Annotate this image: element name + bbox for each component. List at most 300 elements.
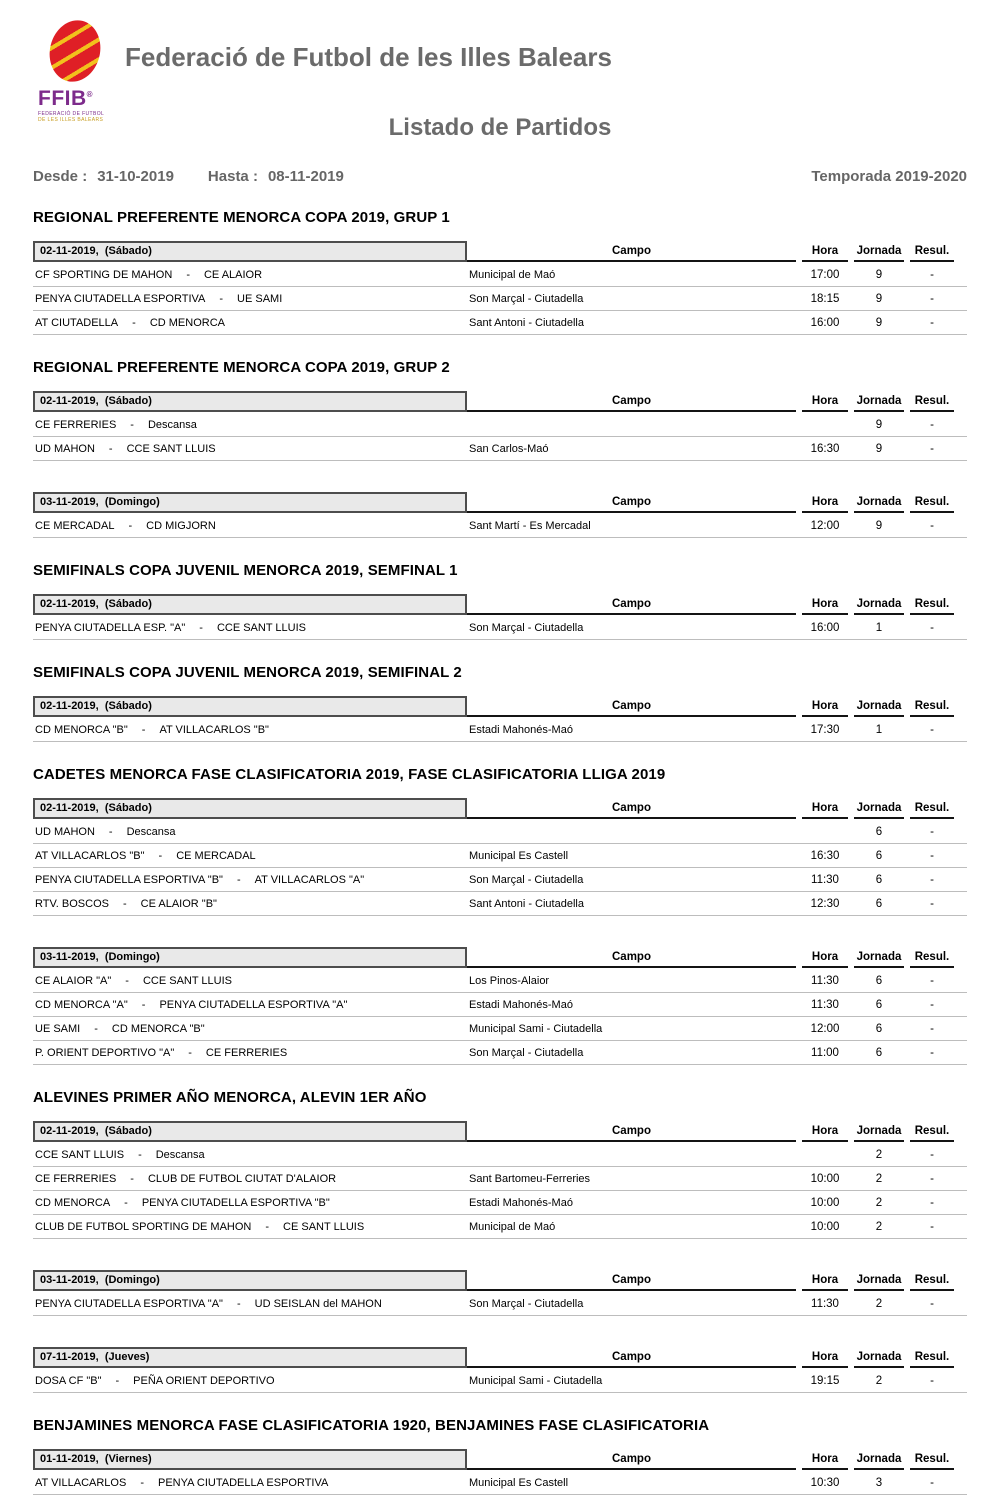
match-row xyxy=(33,437,967,461)
registered-mark: ® xyxy=(86,90,94,99)
hora-cell: 10:30 xyxy=(810,1476,840,1489)
match-table xyxy=(33,388,967,461)
match-row xyxy=(33,868,967,892)
campo-cell: Municipal Es Castell xyxy=(469,849,569,862)
away-team: Descansa xyxy=(147,418,197,431)
team-separator: - xyxy=(138,1148,142,1161)
ffib-ball-icon xyxy=(43,15,107,87)
away-team: CLUB DE FUTBOL CIUTAT D'ALAIOR xyxy=(147,1172,337,1185)
home-team: AT VILLACARLOS xyxy=(35,1476,127,1489)
jornada-column-header: Jornada xyxy=(854,802,904,819)
resul-cell: - xyxy=(930,1172,934,1185)
team-separator: - xyxy=(186,268,190,281)
jornada-cell: 9 xyxy=(875,268,883,281)
date-header-box: 02-11-2019, (Sábado) xyxy=(33,241,467,262)
hora-cell: 19:15 xyxy=(810,1374,840,1387)
home-team: UD MAHON xyxy=(35,442,95,455)
home-team: UE SAMI xyxy=(35,1022,81,1035)
campo-column-header: Campo xyxy=(467,496,796,513)
hora-cell: 16:00 xyxy=(810,316,840,329)
match-teams-cell xyxy=(33,269,467,281)
date-header-cell xyxy=(33,1121,467,1142)
date-header-box: 03-11-2019, (Domingo) xyxy=(33,947,467,968)
away-team: PENYA CIUTADELLA ESPORTIVA "A" xyxy=(159,998,348,1011)
match-row xyxy=(33,844,967,868)
date-header-cell xyxy=(33,241,467,262)
resul-column-header: Resul. xyxy=(910,598,954,615)
campo-cell: Sant Martí - Es Mercadal xyxy=(469,519,591,532)
match-table xyxy=(33,944,967,1065)
resul-cell: - xyxy=(930,974,934,987)
hora-cell: 11:30 xyxy=(811,998,839,1011)
match-table xyxy=(33,1446,967,1495)
team-separator: - xyxy=(125,974,129,987)
home-team: CD MENORCA xyxy=(35,1196,111,1209)
jornada-column-header: Jornada xyxy=(854,395,904,412)
hora-column-header: Hora xyxy=(802,1351,848,1368)
date-header-box: 02-11-2019, (Sábado) xyxy=(33,594,467,615)
table-header-row xyxy=(33,693,967,717)
hora-column-header: Hora xyxy=(802,245,848,262)
team-separator: - xyxy=(128,519,133,532)
away-team: CD MENORCA xyxy=(149,316,225,329)
match-row xyxy=(33,263,967,287)
home-team: UD MAHON xyxy=(35,825,95,838)
resul-cell: - xyxy=(930,1196,934,1209)
campo-cell: Municipal Sami - Ciutadella xyxy=(469,1022,603,1035)
section-title: REGIONAL PREFERENTE MENORCA COPA 2019, GRUP 2 xyxy=(33,359,450,376)
hora-column-header: Hora xyxy=(802,598,848,615)
team-separator: - xyxy=(141,723,146,736)
resul-column-header: Resul. xyxy=(910,951,954,968)
match-teams-cell xyxy=(33,520,467,532)
resul-cell: - xyxy=(930,723,934,736)
sections-container xyxy=(0,209,1000,1495)
logo-acronym xyxy=(38,85,148,109)
away-team: PENYA CIUTADELLA ESPORTIVA xyxy=(157,1476,329,1489)
campo-column-header: Campo xyxy=(467,395,796,412)
home-team: CCE SANT LLUIS xyxy=(35,1148,125,1161)
section-title: REGIONAL PREFERENTE MENORCA COPA 2019, GRUP 1 xyxy=(33,209,450,226)
jornada-cell: 6 xyxy=(875,825,883,838)
campo-cell: Estadi Mahonés-Maó xyxy=(469,998,573,1011)
home-team: CE FERRERIES xyxy=(35,418,117,431)
competition-section xyxy=(0,359,1000,538)
hora-cell: 11:30 xyxy=(811,974,839,987)
team-separator: - xyxy=(122,897,127,910)
hora-column-header: Hora xyxy=(802,802,848,819)
match-table xyxy=(33,1344,967,1393)
away-team: Descansa xyxy=(155,1148,205,1161)
hasta-label: Hasta : xyxy=(207,168,258,185)
match-row xyxy=(33,1471,967,1495)
team-separator: - xyxy=(130,418,134,431)
hora-column-header: Hora xyxy=(802,395,848,412)
jornada-cell: 2 xyxy=(875,1196,883,1209)
hora-cell: 12:30 xyxy=(810,897,840,910)
match-teams-cell xyxy=(33,826,467,838)
brand-header xyxy=(0,0,1000,123)
team-separator: - xyxy=(199,621,203,634)
hora-cell: 16:30 xyxy=(810,849,840,862)
match-row xyxy=(33,969,967,993)
resul-cell: - xyxy=(930,316,934,329)
away-team: UD SEISLAN del MAHON xyxy=(254,1297,382,1310)
table-header-row xyxy=(33,1118,967,1142)
competition-section xyxy=(0,1417,1000,1495)
date-header-box: 02-11-2019, (Sábado) xyxy=(33,391,467,412)
match-teams-cell xyxy=(33,874,467,886)
match-row xyxy=(33,1292,967,1316)
table-header-row xyxy=(33,238,967,262)
hora-cell: 12:00 xyxy=(810,1022,840,1035)
date-header-cell xyxy=(33,947,467,968)
campo-cell: Sant Antoni - Ciutadella xyxy=(469,897,584,910)
hora-cell: 18:15 xyxy=(810,292,840,305)
hora-column-header: Hora xyxy=(802,951,848,968)
resul-cell: - xyxy=(930,1476,934,1489)
section-title: CADETES MENORCA FASE CLASIFICATORIA 2019, FASE CLASIFICATORIA LLIGA 2019 xyxy=(33,766,666,783)
team-separator: - xyxy=(132,316,136,329)
away-team: CE SANT LLUIS xyxy=(283,1220,365,1233)
match-row xyxy=(33,993,967,1017)
match-table xyxy=(33,1118,967,1239)
campo-cell: Municipal Sami - Ciutadella xyxy=(469,1374,603,1387)
away-team: CCE SANT LLUIS xyxy=(142,974,233,987)
match-row xyxy=(33,287,967,311)
hora-cell: 10:00 xyxy=(810,1172,840,1185)
match-teams-cell xyxy=(33,419,467,431)
hora-column-header: Hora xyxy=(802,496,848,513)
jornada-column-header: Jornada xyxy=(854,951,904,968)
table-header-row xyxy=(33,489,967,513)
logo-subline-2: DE LES ILLES BALEARS xyxy=(38,117,104,123)
match-row xyxy=(33,1191,967,1215)
jornada-column-header: Jornada xyxy=(854,598,904,615)
home-team: PENYA CIUTADELLA ESPORTIVA "A" xyxy=(35,1297,223,1310)
away-team: CD MENORCA "B" xyxy=(111,1022,205,1035)
match-row xyxy=(33,616,967,640)
match-teams-cell xyxy=(33,999,467,1011)
away-team: CCE SANT LLUIS xyxy=(126,442,216,455)
jornada-column-header: Jornada xyxy=(854,1274,904,1291)
match-table xyxy=(33,693,967,742)
date-header-cell xyxy=(33,798,467,819)
resul-column-header: Resul. xyxy=(910,1351,954,1368)
jornada-cell: 9 xyxy=(875,292,883,305)
table-header-row xyxy=(33,591,967,615)
hora-column-header: Hora xyxy=(802,700,848,717)
jornada-cell: 6 xyxy=(875,873,883,886)
competition-section xyxy=(0,562,1000,640)
team-separator: - xyxy=(219,292,224,305)
away-team: CE ALAIOR "B" xyxy=(140,897,217,910)
away-team: PENYA CIUTADELLA ESPORTIVA "B" xyxy=(141,1196,330,1209)
match-row xyxy=(33,718,967,742)
team-separator: - xyxy=(188,1046,192,1059)
match-row xyxy=(33,1017,967,1041)
hora-cell: 10:00 xyxy=(810,1220,840,1233)
campo-cell: Son Marçal - Ciutadella xyxy=(469,873,584,886)
home-team: PENYA CIUTADELLA ESPORTIVA "B" xyxy=(35,873,223,886)
jornada-column-header: Jornada xyxy=(854,1125,904,1142)
away-team: CE ALAIOR xyxy=(203,268,263,281)
home-team: CF SPORTING DE MAHON xyxy=(35,268,173,281)
campo-cell: Estadi Mahonés-Maó xyxy=(469,723,573,736)
match-row xyxy=(33,892,967,916)
jornada-column-header: Jornada xyxy=(854,1453,904,1470)
match-table xyxy=(33,238,967,335)
resul-column-header: Resul. xyxy=(910,245,954,262)
campo-cell: Son Marçal - Ciutadella xyxy=(469,1297,584,1310)
match-row xyxy=(33,1167,967,1191)
hora-column-header: Hora xyxy=(802,1274,848,1291)
campo-column-header: Campo xyxy=(467,1351,796,1368)
competition-section xyxy=(0,1089,1000,1393)
jornada-cell: 9 xyxy=(875,519,883,532)
jornada-cell: 6 xyxy=(875,1022,883,1035)
home-team: CE FERRERIES xyxy=(35,1172,117,1185)
jornada-cell: 2 xyxy=(875,1374,883,1387)
team-separator: - xyxy=(158,849,163,862)
resul-cell: - xyxy=(930,897,934,910)
section-title: SEMIFINALS COPA JUVENIL MENORCA 2019, SEMFINAL 1 xyxy=(33,562,458,579)
away-team: AT VILLACARLOS "B" xyxy=(159,723,269,736)
team-separator: - xyxy=(130,1172,134,1185)
date-header-cell xyxy=(33,1270,467,1291)
jornada-cell: 1 xyxy=(875,723,883,736)
resul-cell: - xyxy=(930,1148,934,1161)
hora-cell: 17:00 xyxy=(810,268,840,281)
match-teams-cell xyxy=(33,898,467,910)
resul-column-header: Resul. xyxy=(910,802,954,819)
match-teams-cell xyxy=(33,317,467,329)
resul-column-header: Resul. xyxy=(910,395,954,412)
hora-cell: 16:30 xyxy=(810,442,840,455)
campo-column-header: Campo xyxy=(467,1125,796,1142)
match-teams-cell xyxy=(33,1197,467,1209)
desde-value: 31-10-2019 xyxy=(97,168,174,185)
match-teams-cell xyxy=(33,850,467,862)
campo-cell: Los Pinos-Alaior xyxy=(469,974,550,987)
resul-cell: - xyxy=(930,442,934,455)
date-header-cell xyxy=(33,696,467,717)
campo-cell: Sant Antoni - Ciutadella xyxy=(469,316,584,329)
table-header-row xyxy=(33,388,967,412)
campo-column-header: Campo xyxy=(467,700,796,717)
resul-cell: - xyxy=(930,1046,934,1059)
match-table xyxy=(33,795,967,916)
jornada-column-header: Jornada xyxy=(854,496,904,513)
jornada-cell: 2 xyxy=(875,1297,883,1310)
table-header-row xyxy=(33,1344,967,1368)
competition-section xyxy=(0,766,1000,1065)
campo-column-header: Campo xyxy=(467,802,796,819)
resul-cell: - xyxy=(930,519,934,532)
away-team: CD MIGJORN xyxy=(146,519,216,532)
match-table xyxy=(33,591,967,640)
date-header-box: 03-11-2019, (Domingo) xyxy=(33,492,467,513)
jornada-cell: 9 xyxy=(875,418,883,431)
team-separator: - xyxy=(94,1022,98,1035)
logo-subline-1: FEDERACIÓ DE FUTBOL xyxy=(38,111,105,117)
team-separator: - xyxy=(236,873,241,886)
match-row xyxy=(33,514,967,538)
campo-cell: Sant Bartomeu-Ferreries xyxy=(469,1172,591,1185)
hora-column-header: Hora xyxy=(802,1125,848,1142)
jornada-column-header: Jornada xyxy=(854,245,904,262)
away-team: UE SAMI xyxy=(237,292,283,305)
campo-cell: Son Marçal - Ciutadella xyxy=(469,621,584,634)
hora-column-header: Hora xyxy=(802,1453,848,1470)
team-separator: - xyxy=(236,1297,241,1310)
away-team: AT VILLACARLOS "A" xyxy=(254,873,365,886)
hora-cell: 11:30 xyxy=(811,1297,839,1310)
match-teams-cell xyxy=(33,293,467,305)
team-separator: - xyxy=(124,1196,128,1209)
home-team: CE MERCADAL xyxy=(35,519,115,532)
team-separator: - xyxy=(265,1220,270,1233)
match-teams-cell xyxy=(33,443,467,455)
match-table xyxy=(33,1267,967,1316)
away-team: PEÑA ORIENT DEPORTIVO xyxy=(133,1374,275,1387)
date-header-box: 02-11-2019, (Sábado) xyxy=(33,696,467,717)
jornada-cell: 3 xyxy=(875,1476,883,1489)
desde-label: Desde : xyxy=(33,168,88,185)
campo-column-header: Campo xyxy=(467,598,796,615)
match-table xyxy=(33,489,967,538)
resul-column-header: Resul. xyxy=(910,1453,954,1470)
hora-cell: 17:30 xyxy=(810,723,840,736)
away-team: CE FERRERIES xyxy=(205,1046,288,1059)
match-row xyxy=(33,1143,967,1167)
date-header-box: 01-11-2019, (Viernes) xyxy=(33,1449,467,1470)
match-row xyxy=(33,311,967,335)
match-teams-cell xyxy=(33,724,467,736)
home-team: CLUB DE FUTBOL SPORTING DE MAHON xyxy=(35,1220,252,1233)
date-header-box: 02-11-2019, (Sábado) xyxy=(33,798,467,819)
resul-cell: - xyxy=(930,998,934,1011)
date-header-cell xyxy=(33,1449,467,1470)
date-header-cell xyxy=(33,492,467,513)
away-team: CE MERCADAL xyxy=(176,849,256,862)
match-row xyxy=(33,1215,967,1239)
home-team: CD MENORCA "B" xyxy=(35,723,128,736)
match-teams-cell xyxy=(33,622,467,634)
team-separator: - xyxy=(115,1374,120,1387)
campo-cell: San Carlos-Maó xyxy=(469,442,549,455)
match-teams-cell xyxy=(33,975,467,987)
home-team: DOSA CF "B" xyxy=(35,1374,102,1387)
section-title: BENJAMINES MENORCA FASE CLASIFICATORIA 1920, BENJAMINES FASE CLASIFICATORIA xyxy=(33,1417,710,1434)
match-teams-cell xyxy=(33,1298,467,1310)
jornada-cell: 2 xyxy=(875,1172,883,1185)
jornada-cell: 2 xyxy=(875,1148,883,1161)
org-title: Federació de Futbol de les Illes Balears xyxy=(125,42,612,72)
date-header-box: 07-11-2019, (Jueves) xyxy=(33,1347,467,1368)
campo-cell: Municipal de Maó xyxy=(469,1220,556,1233)
page-title: Listado de Partidos xyxy=(388,114,612,141)
competition-section xyxy=(0,664,1000,742)
temporada-label: Temporada 2019-2020 xyxy=(811,168,967,185)
match-row xyxy=(33,1041,967,1065)
home-team: PENYA CIUTADELLA ESPORTIVA xyxy=(35,292,206,305)
table-header-row xyxy=(33,1267,967,1291)
date-header-box: 02-11-2019, (Sábado) xyxy=(33,1121,467,1142)
date-range xyxy=(33,168,344,185)
hasta-value: 08-11-2019 xyxy=(267,168,344,185)
match-teams-cell xyxy=(33,1173,467,1185)
date-header-cell xyxy=(33,1347,467,1368)
campo-cell: Son Marçal - Ciutadella xyxy=(469,1046,584,1059)
table-header-row xyxy=(33,795,967,819)
jornada-column-header: Jornada xyxy=(854,700,904,717)
match-teams-cell xyxy=(33,1149,467,1161)
jornada-cell: 6 xyxy=(875,998,883,1011)
jornada-cell: 6 xyxy=(875,849,883,862)
away-team: CCE SANT LLUIS xyxy=(216,621,306,634)
team-separator: - xyxy=(108,442,113,455)
date-header-box: 03-11-2019, (Domingo) xyxy=(33,1270,467,1291)
home-team: PENYA CIUTADELLA ESP. "A" xyxy=(35,621,186,634)
campo-column-header: Campo xyxy=(467,951,796,968)
resul-cell: - xyxy=(930,1297,934,1310)
campo-column-header: Campo xyxy=(467,245,796,262)
table-header-row xyxy=(33,1446,967,1470)
resul-cell: - xyxy=(930,418,934,431)
home-team: P. ORIENT DEPORTIVO "A" xyxy=(35,1046,175,1059)
resul-column-header: Resul. xyxy=(910,496,954,513)
team-separator: - xyxy=(141,998,146,1011)
section-title: SEMIFINALS COPA JUVENIL MENORCA 2019, SEMIFINAL 2 xyxy=(33,664,462,681)
jornada-cell: 6 xyxy=(875,1046,883,1059)
campo-column-header: Campo xyxy=(467,1274,796,1291)
resul-column-header: Resul. xyxy=(910,700,954,717)
resul-cell: - xyxy=(930,268,934,281)
section-title: ALEVINES PRIMER AÑO MENORCA, ALEVIN 1ER AÑO xyxy=(33,1089,427,1106)
jornada-cell: 6 xyxy=(875,974,883,987)
hora-cell: 16:00 xyxy=(810,621,840,634)
hora-cell: 11:00 xyxy=(811,1046,839,1059)
resul-cell: - xyxy=(930,621,934,634)
resul-column-header: Resul. xyxy=(910,1274,954,1291)
logo-acronym-text: FFIB xyxy=(38,87,87,110)
table-header-row xyxy=(33,944,967,968)
resul-cell: - xyxy=(930,1022,934,1035)
home-team: CE ALAIOR "A" xyxy=(35,974,112,987)
home-team: CD MENORCA "A" xyxy=(35,998,128,1011)
date-header-cell xyxy=(33,391,467,412)
resul-cell: - xyxy=(930,292,934,305)
match-teams-cell xyxy=(33,1477,467,1489)
campo-cell: Municipal de Maó xyxy=(469,268,556,281)
home-team: AT VILLACARLOS "B" xyxy=(35,849,145,862)
jornada-column-header: Jornada xyxy=(854,1351,904,1368)
resul-cell: - xyxy=(930,1374,934,1387)
jornada-cell: 9 xyxy=(875,316,883,329)
resul-column-header: Resul. xyxy=(910,1125,954,1142)
filter-bar xyxy=(33,168,967,185)
away-team: Descansa xyxy=(126,825,176,838)
resul-cell: - xyxy=(930,849,934,862)
campo-column-header: Campo xyxy=(467,1453,796,1470)
hora-cell: 12:00 xyxy=(810,519,840,532)
resul-cell: - xyxy=(930,1220,934,1233)
resul-cell: - xyxy=(930,825,934,838)
jornada-cell: 9 xyxy=(875,442,883,455)
date-header-cell xyxy=(33,594,467,615)
home-team: RTV. BOSCOS xyxy=(35,897,109,910)
